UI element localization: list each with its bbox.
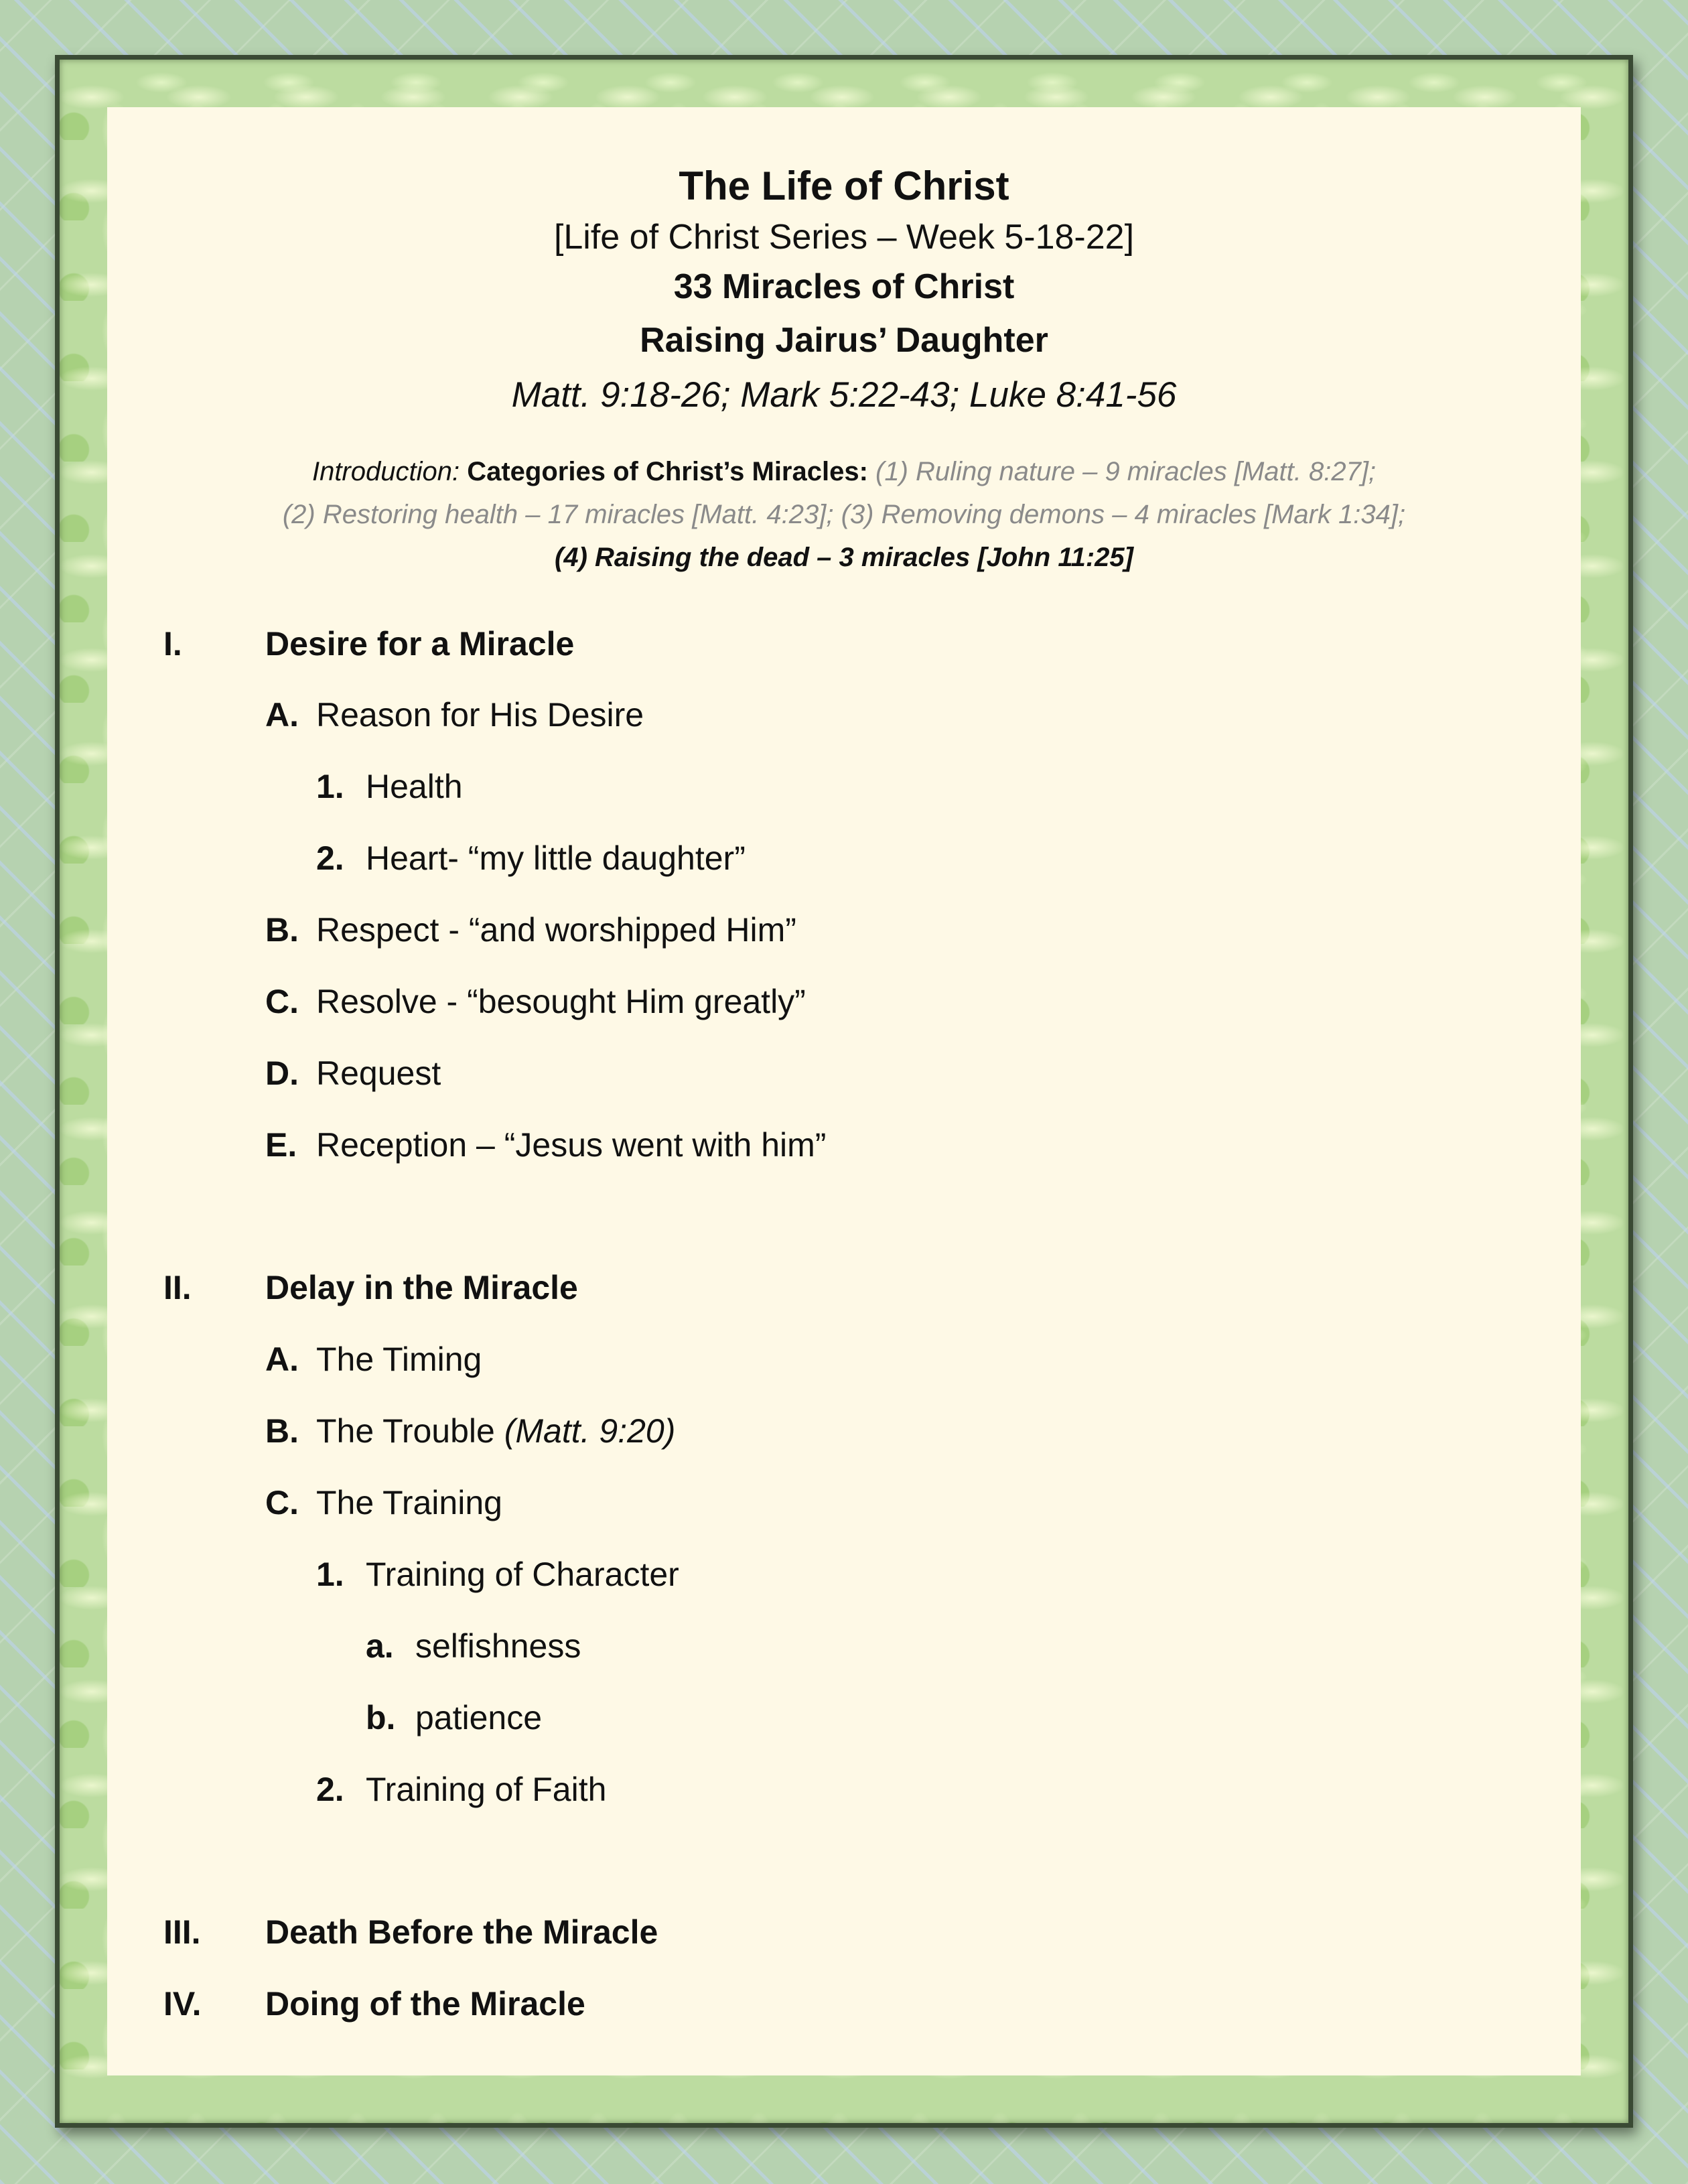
category-raising-dead: (4) Raising the dead – 3 miracles [John 11:25]	[555, 543, 1133, 572]
intro-line-2	[107, 493, 1581, 536]
item-marker: b.	[366, 1699, 396, 1736]
item-marker: a.	[366, 1627, 394, 1665]
item-marker: D.	[265, 1054, 299, 1092]
intro-line-3	[107, 536, 1581, 579]
outline-item: selfishness	[415, 1627, 581, 1665]
item-marker: B.	[265, 911, 299, 949]
section-title-2: Delay in the Miracle	[265, 1269, 578, 1306]
outline-item: The Timing	[316, 1341, 482, 1378]
section-title-4: Doing of the Miracle	[265, 1985, 585, 2023]
section-numeral-2: II.	[163, 1269, 192, 1306]
series-topic: 33 Miracles of Christ	[673, 267, 1015, 306]
outline-item: Resolve - “besought Him greatly”	[316, 983, 806, 1020]
category-removing-demons: (3) Removing demons – 4 miracles [Mark 1:34];	[841, 500, 1406, 529]
section-numeral-1: I.	[163, 625, 182, 663]
item-marker: B.	[265, 1412, 299, 1450]
category-ruling-nature: (1) Ruling nature – 9 miracles [Matt. 8:27];	[875, 457, 1377, 486]
section-title-1: Desire for a Miracle	[265, 625, 575, 663]
section-numeral-4: IV.	[163, 1985, 202, 2023]
scripture-ref: (Matt. 9:20)	[504, 1412, 676, 1450]
item-marker: A.	[265, 696, 299, 734]
item-marker: 2.	[316, 1771, 344, 1808]
outline-item: The Training	[316, 1484, 502, 1521]
item-marker: A.	[265, 1341, 299, 1378]
outline-item: Heart- “my little daughter”	[366, 839, 746, 877]
item-marker: E.	[265, 1126, 297, 1164]
item-marker: C.	[265, 1484, 299, 1521]
outline-item: Training of Faith	[366, 1771, 607, 1808]
item-marker: 1.	[316, 1556, 344, 1593]
outline-item-text: The Trouble	[316, 1412, 495, 1450]
outline-item: Health	[366, 768, 463, 805]
outline-item: Respect - “and worshipped Him”	[316, 911, 796, 949]
page-header	[107, 159, 1581, 422]
outline-item: patience	[415, 1699, 543, 1736]
item-marker: C.	[265, 983, 299, 1020]
lesson-subject: Raising Jairus’ Daughter	[640, 321, 1048, 360]
intro-line-1	[107, 450, 1581, 493]
outline-item: Reception – “Jesus went with him”	[316, 1126, 827, 1164]
scripture-references: Matt. 9:18-26; Mark 5:22-43; Luke 8:41-56	[511, 375, 1177, 415]
page-paper	[107, 107, 1581, 2075]
outline-item	[316, 1412, 675, 1450]
category-restoring-health: (2) Restoring health – 17 miracles [Matt. 4:23];	[282, 500, 834, 529]
section-title-3: Death Before the Miracle	[265, 1913, 658, 1951]
introduction	[107, 450, 1581, 579]
outline-item: Request	[316, 1054, 441, 1092]
outline-item: Training of Character	[366, 1556, 679, 1593]
page-title: The Life of Christ	[679, 163, 1009, 208]
categories-title: Categories of Christ’s Miracles:	[467, 457, 868, 486]
intro-label: Introduction:	[311, 457, 460, 486]
item-marker: 2.	[316, 839, 344, 877]
item-marker: 1.	[316, 768, 344, 805]
series-subtitle: [Life of Christ Series – Week 5-18-22]	[553, 218, 1135, 257]
outline-item: Reason for His Desire	[316, 696, 644, 734]
section-numeral-3: III.	[163, 1913, 201, 1951]
